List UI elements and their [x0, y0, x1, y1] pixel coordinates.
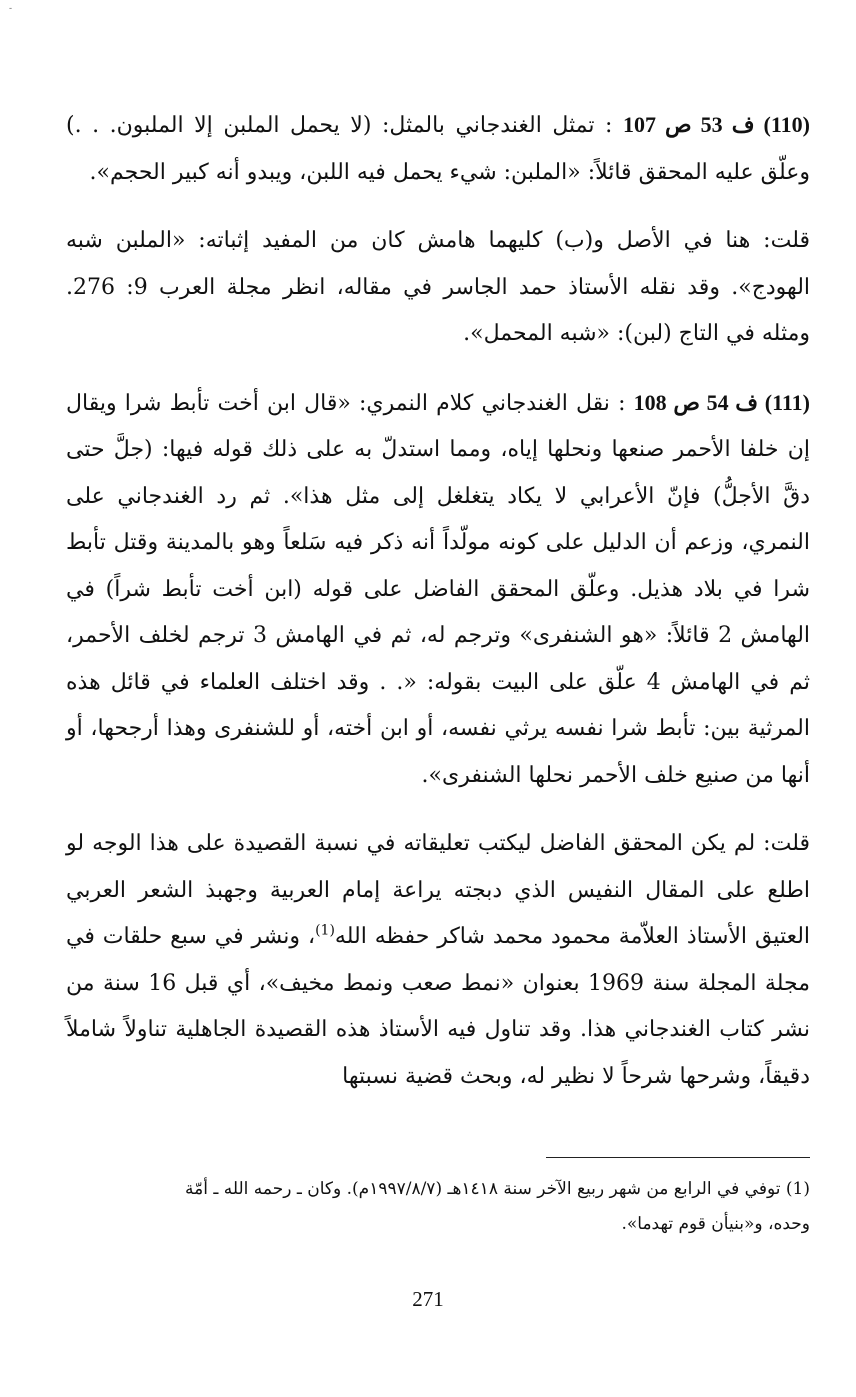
paragraph-110 — [66, 102, 810, 196]
paragraph-110-comment — [66, 218, 810, 358]
footnote-reference: (1) — [315, 922, 335, 939]
paragraph-111-comment-continued: ، ونشر في سبع حلقات في مجلة المجلة سنة 1969 بعنوان «نمط صعب ونمط مخيف»، أي قبل 16 سنة من نشر كتاب الغندجاني هذا. وقد تناول فيه الأستاذ هذه القصيدة الجاهلية تناولاً شاملاً دقيقاً، وشرحها شرحاً لا نظير له، وبحث قضية نسبتها — [66, 924, 810, 1089]
page-number: 271 — [412, 1287, 444, 1311]
entry-reference-110: (110) ف 53 ص 107 — [622, 112, 810, 137]
paragraph-110-comment-text: قلت: هنا في الأصل و(ب) كليهما هامش كان من المفيد إثباته: «الملبن شبه الهودج». وقد نقله الأستاذ حمد الجاسر في مقاله، انظر مجلة العرب 9: 276. ومثله في التاج (لبن): «شبه المحمل». — [66, 228, 811, 346]
footnote — [66, 1172, 810, 1242]
footnote-line-2: وحده، و«بنيأن قوم تهدما». — [621, 1214, 810, 1234]
paragraph-111 — [66, 380, 810, 800]
paragraph-110-text: : تمثل الغندجاني بالمثل: (لا يحمل الملبن إلا الملبون. . .) وعلّق عليه المحقق قائلاً: «الملبن: شيء يحمل فيه اللبن، ويبدو أنه كبير الحجم». — [66, 113, 810, 185]
footnote-separator — [546, 1157, 810, 1158]
paragraph-111-text: : نقل الغندجاني كلام النمري: «قال ابن أخت تأبط شرا ويقال إن خلفا الأحمر صنعها ونحلها إياه، ومما استدلّ به على ذلك قوله فيها: (جلَّ حتى دقَّ الأجلُّ) فإنّ الأعرابي لا يكاد يتغلغل إلى مثل هذا». ثم رد الغندجاني على النمري، وزعم أن الدليل على كونه مولّداً أنه ذكر فيه سَلعاً وهو بالمدينة وقتل تأبط شرا في بلاد هذيل. وعلّق المحقق الفاضل على قوله (ابن أخت تأبط شراً) في الهامش 2 قائلاً: «هو الشنفرى» وترجم له، ثم في الهامش 3 ترجم لخلف الأحمر، ثم في الهامش 4 علّق على البيت بقوله: «. . وقد اختلف العلماء في قائل هذه المرثية بين: تأبط شرا نفسه يرثي نفسه، أو ابن أخته، أو للشنفرى وهذا أرجحها، أو أنها من صنيع خلف الأحمر نحلها الشنفرى». — [66, 390, 811, 788]
page-body — [66, 102, 810, 1100]
footnote-line-1: (1) توفي في الرابع من شهر ربيع الآخر سنة ١٤١٨هـ (١٩٩٧/٨/٧م). وكان ـ رحمه الله ـ أمّة — [185, 1179, 810, 1199]
scan-corner-mark: - — [9, 4, 13, 14]
entry-reference-111: (111) ف 54 ص 108 — [633, 389, 810, 415]
paragraph-111-comment-text: قلت: لم يكن المحقق الفاضل ليكتب تعليقاته في نسبة القصيدة على هذا الوجه لو اطلع على المقال النفيس الذي دبجته يراعة إمام العربية وجهبذ الشعر العربي العتيق الأستاذ العلاّمة محمود محمد شاكر حفظه الله — [66, 831, 811, 949]
paragraph-111-comment — [66, 821, 810, 1100]
